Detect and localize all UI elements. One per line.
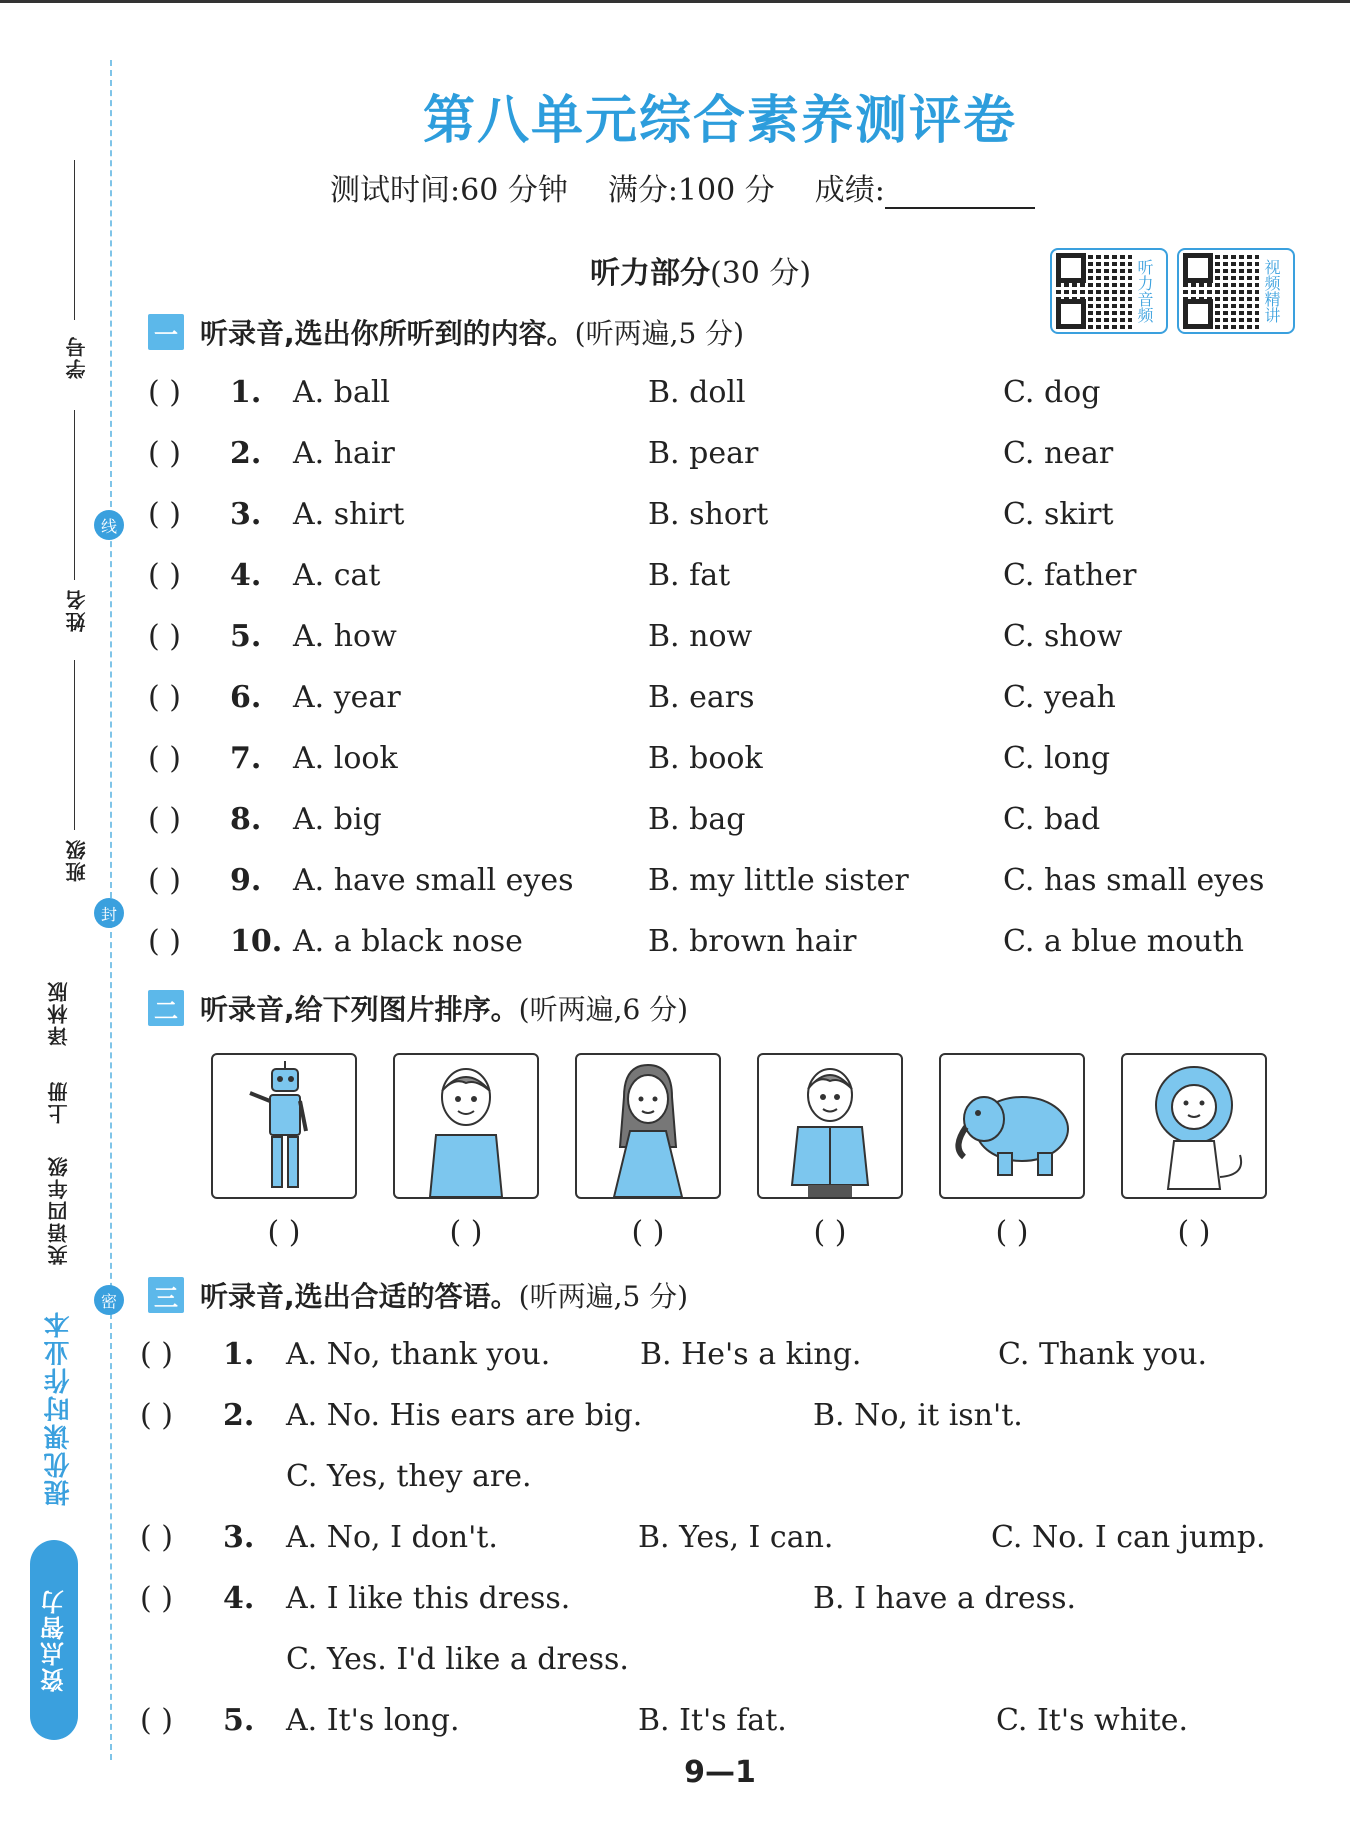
student-no-blank — [74, 160, 75, 320]
option-a: A. big — [293, 802, 382, 837]
question-row — [148, 680, 1298, 720]
question-row — [140, 1398, 1298, 1494]
picture-answer-paren[interactable]: ( ) — [267, 1215, 301, 1250]
qr-code-icon — [1183, 253, 1259, 329]
section-badge: 一 — [148, 314, 184, 350]
option-c: C. Thank you. — [998, 1337, 1208, 1372]
option-b: B. I have a dress. — [813, 1581, 1076, 1616]
question-number: 4. — [230, 558, 262, 593]
option-b: B. Yes, I can. — [638, 1520, 834, 1555]
part-score: (30 分) — [710, 256, 812, 291]
answer-paren[interactable]: ( ) — [148, 375, 181, 410]
option-b: B. brown hair — [648, 924, 857, 959]
section-2-header — [148, 988, 688, 1028]
question-row — [140, 1520, 1298, 1560]
student-no-label: 学号 — [65, 335, 89, 379]
name-label: 姓名 — [65, 588, 89, 632]
margin-dot-line: 线 — [94, 510, 124, 540]
answer-paren[interactable]: ( ) — [140, 1520, 173, 1555]
option-c: C. Yes. I'd like a dress. — [286, 1642, 629, 1677]
option-b: B. No, it isn't. — [813, 1398, 1023, 1433]
question-number: 5. — [230, 619, 262, 654]
answer-paren[interactable]: ( ) — [148, 436, 181, 471]
qr-video[interactable] — [1177, 248, 1295, 334]
picture-answer-paren[interactable]: ( ) — [631, 1215, 665, 1250]
picture-lion — [1121, 1053, 1267, 1199]
option-c: C. bad — [1003, 802, 1101, 837]
question-number: 1. — [223, 1337, 255, 1372]
qr-code-icon — [1056, 253, 1132, 329]
option-b: B. He's a king. — [640, 1337, 862, 1372]
answer-paren[interactable]: ( ) — [148, 863, 181, 898]
question-number: 9. — [230, 863, 262, 898]
robot-icon — [214, 1057, 354, 1197]
qr-audio[interactable] — [1050, 248, 1168, 334]
section-title: 听录音,给下列图片排序。(听两遍,6 分) — [200, 993, 689, 1026]
question-row — [148, 863, 1298, 903]
option-c: C. yeah — [1003, 680, 1116, 715]
answer-paren[interactable]: ( ) — [148, 802, 181, 837]
name-blank — [74, 410, 75, 580]
picture-boy — [393, 1053, 539, 1199]
brand-subtitle: 提优课时作业本 — [44, 1310, 74, 1506]
option-c: C. a blue mouth — [1003, 924, 1244, 959]
option-b: B. It's fat. — [638, 1703, 787, 1738]
answer-paren[interactable]: ( ) — [148, 741, 181, 776]
answer-paren[interactable]: ( ) — [140, 1337, 173, 1372]
picture-elephant — [939, 1053, 1085, 1199]
section-title: 听录音,选出你所听到的内容。(听两遍,5 分) — [200, 317, 745, 350]
question-number: 1. — [230, 375, 262, 410]
grade-blank[interactable] — [885, 179, 1035, 209]
boy-icon — [396, 1057, 536, 1197]
option-c: C. It's white. — [996, 1703, 1188, 1738]
option-b: B. now — [648, 619, 753, 654]
option-c: C. Yes, they are. — [286, 1459, 532, 1494]
margin-dot-secret: 密 — [94, 1285, 124, 1315]
section-1-header — [148, 312, 744, 352]
answer-paren[interactable]: ( ) — [148, 680, 181, 715]
lion-icon — [1124, 1057, 1264, 1197]
option-a: A. how — [293, 619, 397, 654]
answer-paren[interactable]: ( ) — [148, 497, 181, 532]
brand-logo: 资点智力 — [30, 1540, 78, 1740]
section-3-header — [148, 1275, 688, 1315]
option-b: B. doll — [648, 375, 746, 410]
answer-paren[interactable]: ( ) — [148, 558, 181, 593]
test-time: 测试时间:60 分钟 — [330, 173, 568, 208]
option-a: A. I like this dress. — [286, 1581, 571, 1616]
question-number: 6. — [230, 680, 262, 715]
margin-dot-seal: 封 — [94, 898, 124, 928]
question-row — [140, 1337, 1298, 1377]
option-c: C. dog — [1003, 375, 1101, 410]
answer-paren[interactable]: ( ) — [148, 619, 181, 654]
option-b: B. fat — [648, 558, 731, 593]
qr-audio-label: 听力音频 — [1135, 259, 1154, 323]
question-number: 3. — [223, 1520, 255, 1555]
page-title: 第八单元综合素养测评卷 — [422, 91, 1017, 151]
question-row — [140, 1581, 1298, 1677]
option-b: B. short — [648, 497, 769, 532]
question-row — [148, 497, 1298, 537]
girl-icon — [578, 1057, 718, 1197]
question-number: 2. — [230, 436, 262, 471]
subject-label: 英语四年级 — [47, 1155, 71, 1265]
picture-answer-paren[interactable]: ( ) — [1177, 1215, 1211, 1250]
option-c: C. show — [1003, 619, 1123, 654]
answer-paren[interactable]: ( ) — [148, 924, 181, 959]
answer-paren[interactable]: ( ) — [140, 1581, 173, 1616]
question-row — [148, 375, 1298, 415]
option-b: B. ears — [648, 680, 755, 715]
option-b: B. pear — [648, 436, 759, 471]
answer-paren[interactable]: ( ) — [140, 1703, 173, 1738]
section-badge: 二 — [148, 990, 184, 1026]
option-a: A. No. His ears are big. — [286, 1398, 643, 1433]
page-number: 9—1 — [684, 1755, 756, 1790]
option-a: A. No, I don't. — [286, 1520, 498, 1555]
picture-robot — [211, 1053, 357, 1199]
question-row — [148, 436, 1298, 476]
question-number: 4. — [223, 1581, 255, 1616]
option-b: B. my little sister — [648, 863, 909, 898]
full-score: 满分:100 分 — [607, 173, 775, 208]
elephant-icon — [942, 1057, 1082, 1197]
option-a: A. cat — [293, 558, 381, 593]
option-c: C. No. I can jump. — [991, 1520, 1266, 1555]
question-number: 2. — [223, 1398, 255, 1433]
edition-label: 译林版 — [47, 980, 71, 1046]
picture-boy-jacket — [757, 1053, 903, 1199]
listening-part-title — [590, 248, 811, 292]
question-number: 10. — [230, 924, 283, 959]
grade-label: 成绩: — [814, 173, 885, 208]
option-c: C. has small eyes — [1003, 863, 1265, 898]
qr-video-label: 视频精讲 — [1262, 259, 1281, 323]
option-a: A. hair — [293, 436, 395, 471]
picture-answer-paren[interactable]: ( ) — [995, 1215, 1029, 1250]
option-a: A. ball — [293, 375, 391, 410]
question-row — [148, 741, 1298, 781]
question-number: 8. — [230, 802, 262, 837]
question-number: 5. — [223, 1703, 255, 1738]
option-a: A. year — [293, 680, 401, 715]
class-label: 班级 — [65, 838, 89, 882]
question-row — [148, 802, 1298, 842]
option-a: A. look — [293, 741, 398, 776]
option-c: C. skirt — [1003, 497, 1114, 532]
section-title: 听录音,选出合适的答语。(听两遍,5 分) — [200, 1280, 689, 1313]
part-name: 听力部分 — [590, 256, 710, 291]
option-c: C. long — [1003, 741, 1111, 776]
boy-jacket-icon — [760, 1057, 900, 1197]
option-a: A. have small eyes — [293, 863, 574, 898]
question-row — [148, 924, 1298, 964]
option-a: A. a black nose — [293, 924, 523, 959]
option-a: A. shirt — [293, 497, 405, 532]
option-a: A. It's long. — [286, 1703, 460, 1738]
question-row — [148, 619, 1298, 659]
volume-label: 上册 — [47, 1080, 71, 1124]
top-border — [0, 0, 1350, 3]
section-badge: 三 — [148, 1277, 184, 1313]
test-meta — [330, 165, 1035, 209]
option-b: B. bag — [648, 802, 746, 837]
question-row — [148, 558, 1298, 598]
picture-answer-paren[interactable]: ( ) — [813, 1215, 847, 1250]
answer-paren[interactable]: ( ) — [140, 1398, 173, 1433]
picture-girl — [575, 1053, 721, 1199]
question-number: 7. — [230, 741, 262, 776]
question-row — [140, 1703, 1298, 1743]
class-blank — [74, 660, 75, 830]
picture-answer-paren[interactable]: ( ) — [449, 1215, 483, 1250]
option-b: B. book — [648, 741, 763, 776]
grade-field — [815, 165, 1035, 209]
question-number: 3. — [230, 497, 262, 532]
option-a: A. No, thank you. — [286, 1337, 551, 1372]
option-c: C. near — [1003, 436, 1114, 471]
option-c: C. father — [1003, 558, 1137, 593]
